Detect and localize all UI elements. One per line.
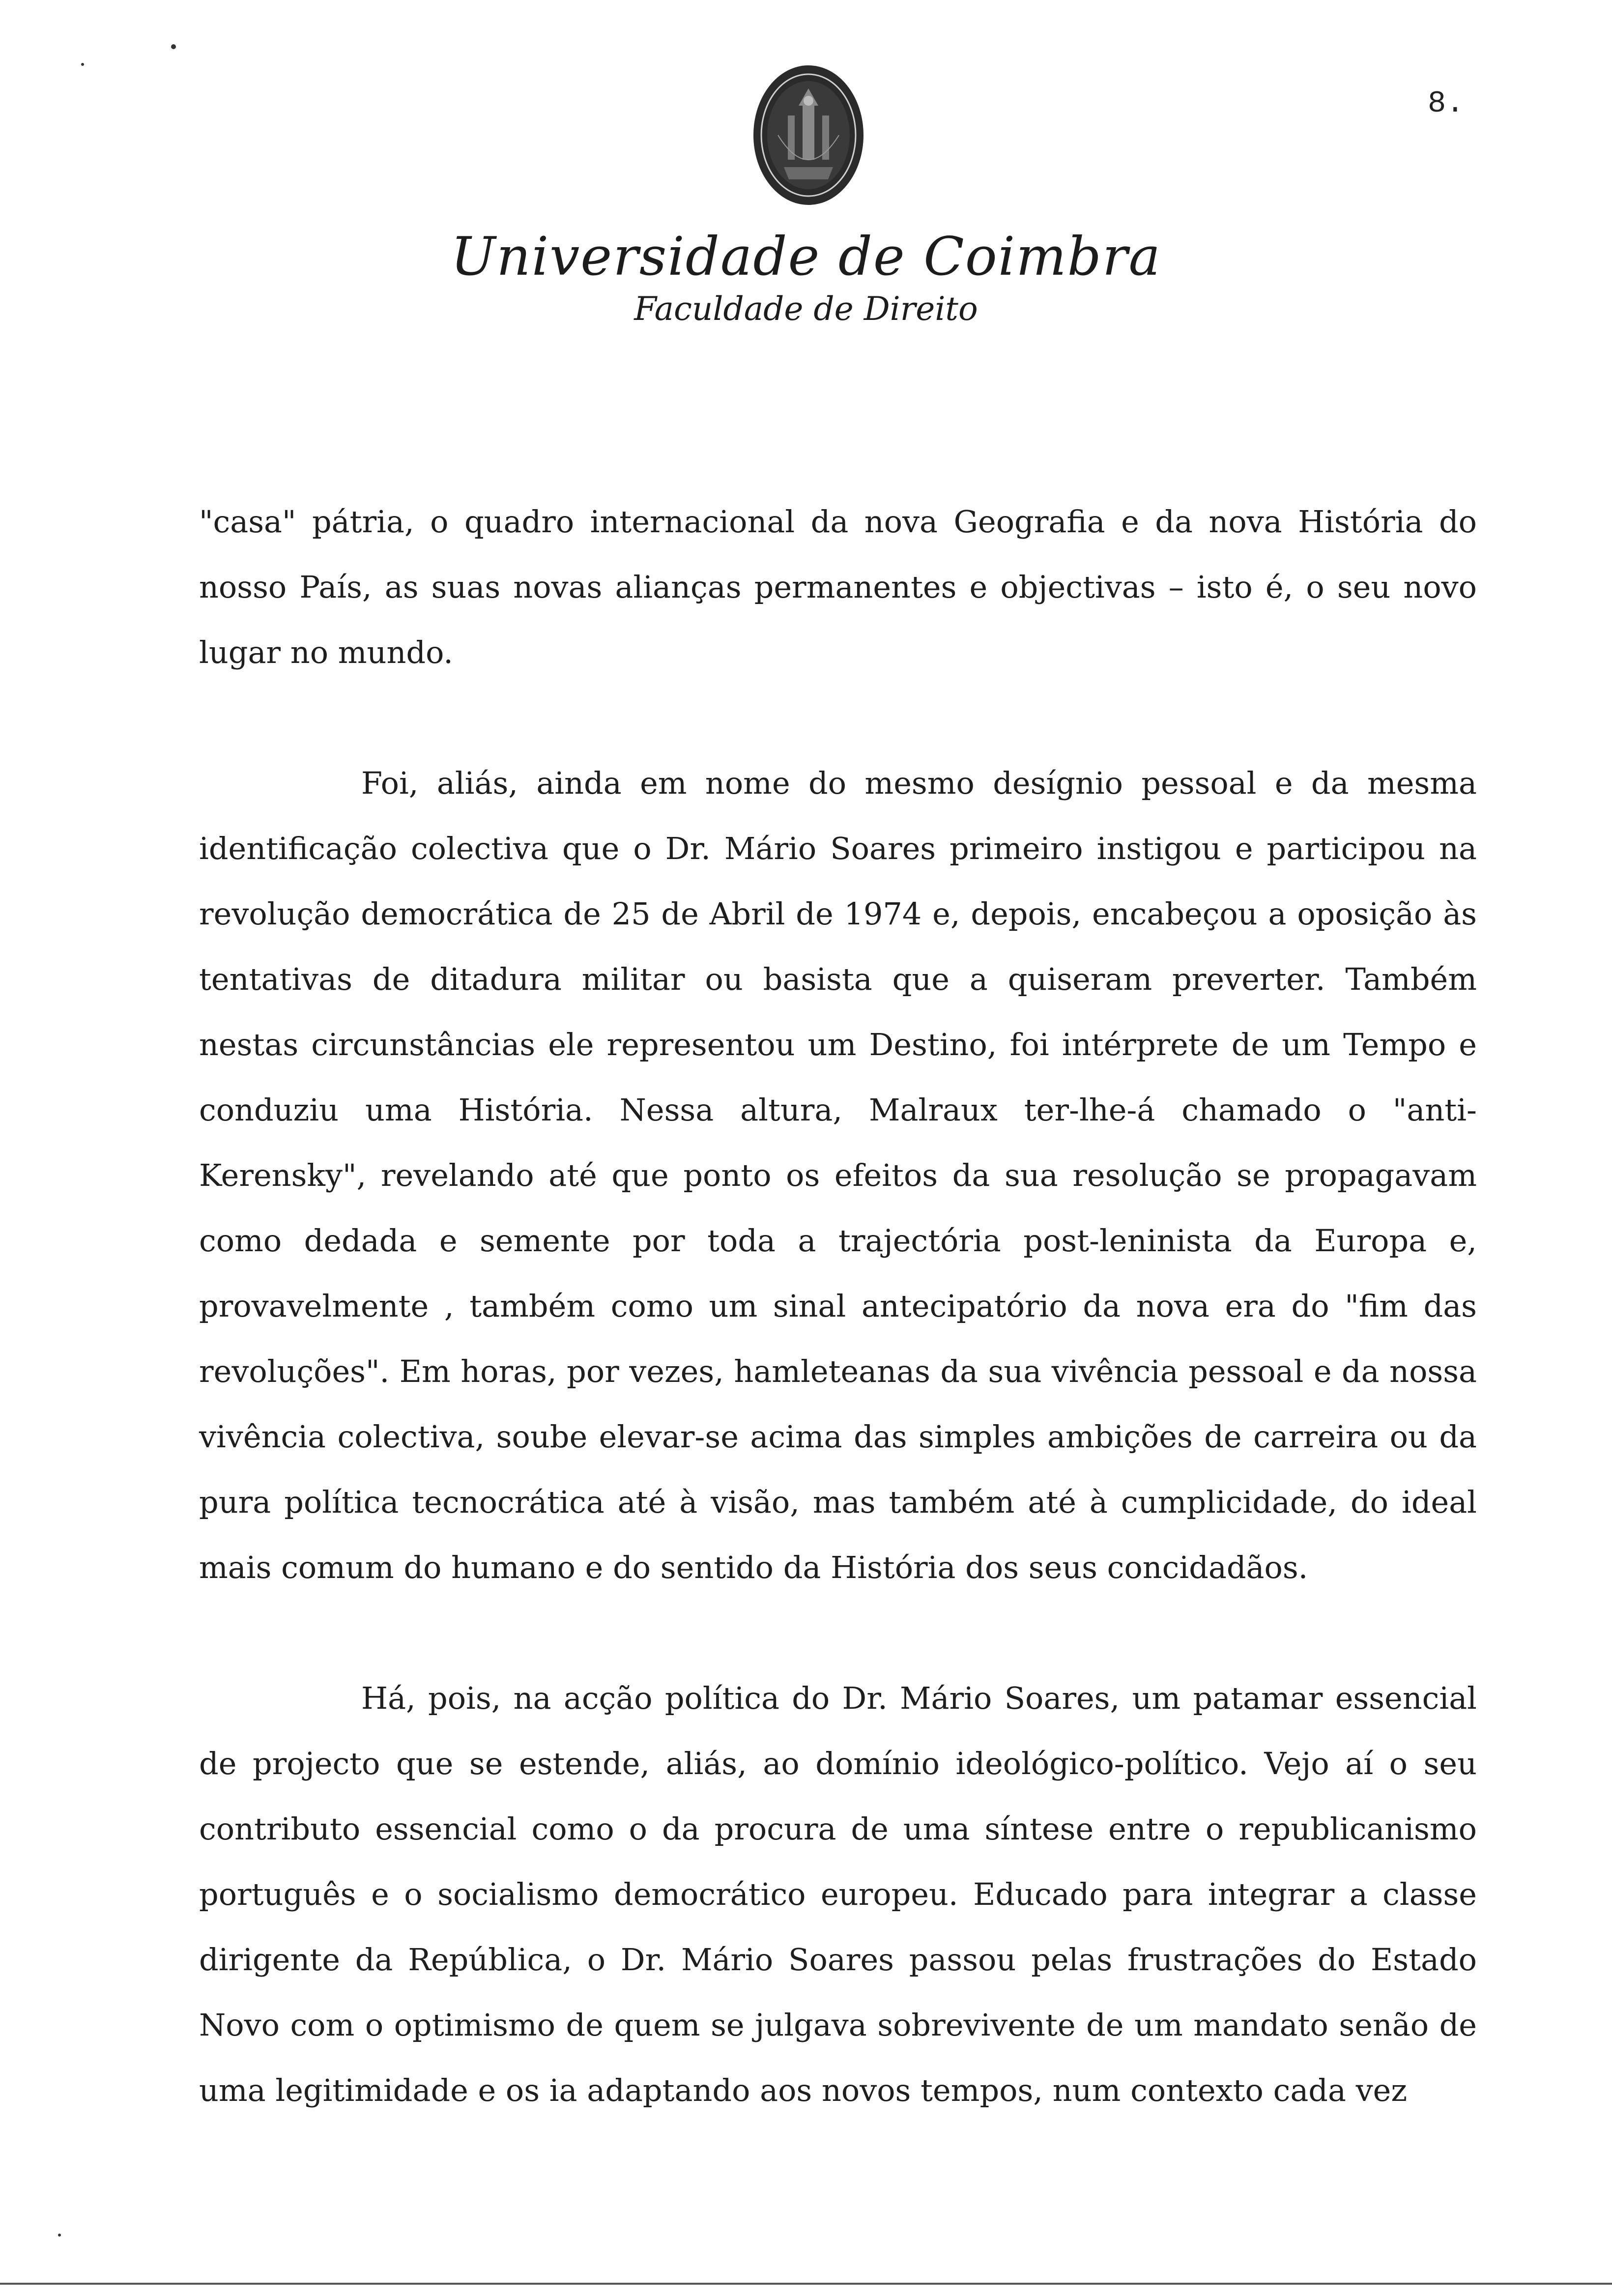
paragraph-political-action: Há, pois, na acção política do Dr. Mário Soares, um patamar essencial de projecto que se estende, aliás, ao domínio ideológico-político. Vejo aí o seu contributo essencial como o da procura de uma síntese entre o republicanismo português e o socialismo democrático europeu. Educado para integrar a classe dirigente da República, o Dr. Mário Soares passou pelas frustrações do Estado Novo com o optimismo de quem se julgava sobrevivente de um mandato senão de uma legitimidade e os ia adaptando aos novos tempos, num contexto cada vez (199, 1680, 1477, 2108)
letterhead-title: Universidade de Coimbra (451, 226, 1161, 287)
scan-speck (171, 44, 176, 49)
page-number: 8. (1428, 86, 1465, 121)
letterhead-subtitle: Faculdade de Direito (634, 290, 978, 328)
scan-speck (81, 63, 84, 66)
bottom-rule (0, 2283, 1612, 2285)
document-body (199, 489, 1477, 2123)
paragraph-revolution: Foi, aliás, ainda em nome do mesmo desígnio pessoal e da mesma identificação colectiva que o Dr. Mário Soares primeiro instigou e participou na revolução democrática de 25 de Abril de 1974 e, depois, encabeçou a oposição às tentativas de ditadura militar ou basista que a quiseram preverter. Também nestas circunstâncias ele representou um Destino, foi intérprete de um Tempo e conduziu uma História. Nessa altura, Malraux ter-lhe-á chamado o "anti-Kerensky", revelando até que ponto os efeitos da sua resolução se propagavam como dedada e semente por toda a trajectória post-leninista da Europa e, provavelmente , também como um sinal antecipatório da nova era do "fim das revoluções". Em horas, por vezes, hamleteanas da sua vivência pessoal e da nossa vivência colectiva, soube elevar-se acima das simples ambições de carreira ou da pura política tecnocrática até à visão, mas também até à cumplicidade, do ideal mais comum do humano e do sentido da História dos seus concidadãos. (199, 765, 1477, 1585)
university-seal (749, 61, 867, 209)
paragraph-continuation: "casa" pátria, o quadro internacional da nova Geografia e da nova História do nosso País, as suas novas alianças permanentes e objectivas – isto é, o seu novo lugar no mundo. (199, 504, 1477, 670)
scan-speck (58, 2234, 61, 2237)
